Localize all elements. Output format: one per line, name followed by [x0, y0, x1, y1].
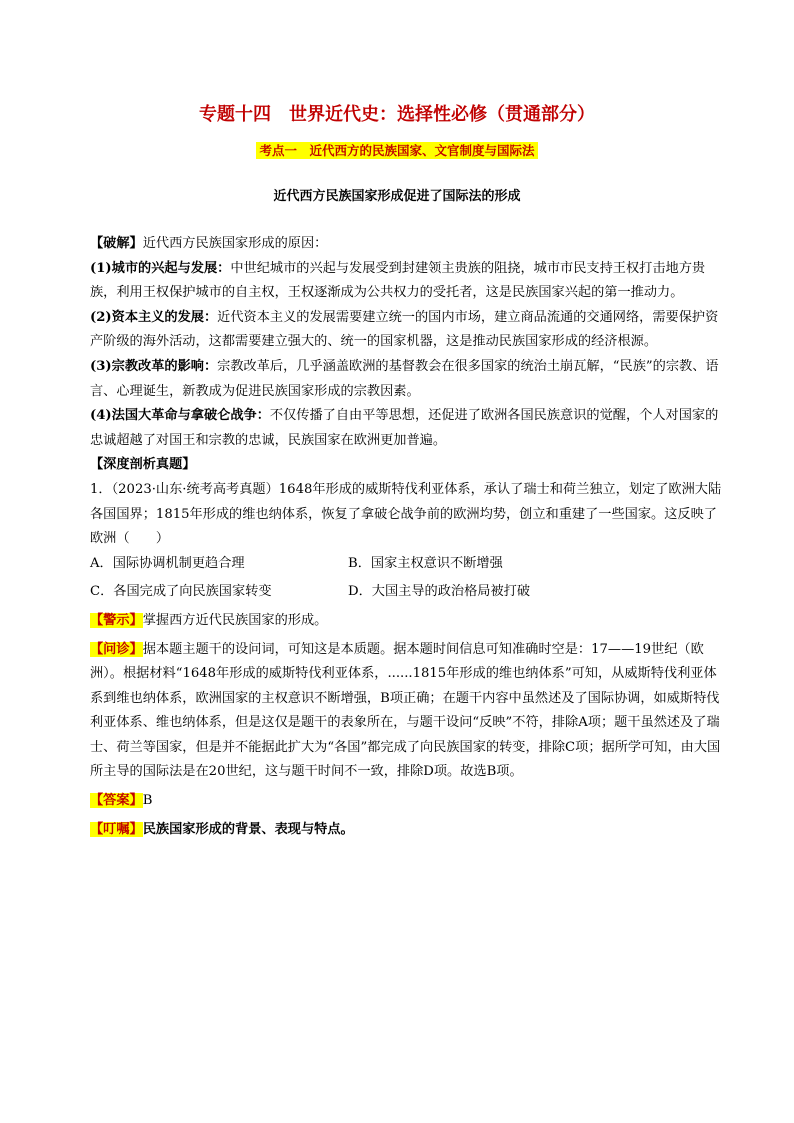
answer-text: B: [142, 793, 153, 809]
page-title: 专题十四 世界近代史：选择性必修（贯通部分）: [199, 104, 595, 125]
options-row-1: [90, 552, 722, 577]
topic-subtitle: [0, 141, 794, 161]
analysis-label: 【破解】: [90, 236, 143, 251]
exam-section-label: 【深度剖析真题】: [90, 457, 196, 473]
point-title: (4)法国大革命与拿破仑战争：: [90, 408, 270, 424]
option-c: C．各国完成了向民族国家转变: [90, 584, 272, 600]
reminder-label: 【叮嘱】: [90, 821, 143, 837]
option-b: B．国家主权意识不断增强: [348, 555, 503, 571]
analysis-intro: [90, 232, 722, 257]
analysis-point-2: [90, 306, 722, 355]
exam-question: 1．（2023·山东·统考高考真题）1648年形成的威斯特伐利亚体系，承认了瑞士和荷兰独立，划定了欧洲大陆各国国界；1815年形成的维也纳体系，恢复了拿破仑战争前的欧洲均势，创立和重建了一些国家。这反映了欧洲（ ）: [90, 481, 722, 547]
option-d: D．大国主导的政治格局被打破: [348, 584, 531, 600]
point-text: 不仅传播了自由平等思想，还促进了欧洲各国民族意识的觉醒，个人对国家的忠诚超越了对国王和宗教的忠诚，民族国家在欧洲更加普遍。: [90, 408, 719, 448]
analysis-point-4: [90, 404, 722, 453]
analysis-intro-text: 近代西方民族国家形成的原因：: [142, 236, 328, 251]
options-row-2: [90, 580, 722, 605]
diagnosis-block: [90, 638, 722, 786]
reminder-line: [90, 818, 722, 843]
reminder-text: 民族国家形成的背景、表现与特点。: [142, 821, 354, 837]
diagnosis-label: 【问诊】: [90, 641, 143, 657]
hint-line: [90, 609, 722, 634]
point-title: (3)宗教改革的影响：: [90, 358, 218, 374]
point-text: 中世纪城市的兴起与发展受到封建领主贵族的阻挠，城市市民支持王权打击地方贵族，利用王权保护城市的自主权，王权逐渐成为公共权力的受托者，这是民族国家兴起的第一推动力。: [90, 260, 706, 301]
diagnosis-text: 据本题主题干的设问词，可知这是本质题。据本题时间信息可知准确时空是：17——19世纪（欧洲）。根据材料“1648年形成的威斯特伐利亚体系，......1815年形成的维也纳体系”可知，从威斯特伐利亚体系到维也纳体系，欧洲国家的主权意识不断增强，B项正确；在题干内容中虽然述及了国际协调，如威斯特伐利亚体系、维也纳体系，但是这仅是题干的表象所在，与题干设问“反映”不符，排除A项；题干虽然述及了瑞士、荷兰等国家，但是并不能据此扩大为“各国”都完成了向民族国家的转变，排除C项；据所学可知，由大国所主导的国际法是在20世纪，这与题干时间不一致，排除D项。故选B项。: [90, 641, 721, 780]
answer-label: 【答案】: [90, 793, 143, 809]
analysis-point-3: [90, 355, 722, 404]
answer-line: [90, 789, 722, 814]
point-text: 宗教改革后，几乎涵盖欧洲的基督教会在很多国家的统治土崩瓦解，“民族”的宗教、语言、心理诞生，新教成为促进民族国家形成的宗教因素。: [90, 358, 719, 399]
content-body: [90, 232, 722, 842]
hint-label: 【警示】: [90, 612, 143, 628]
topic-subtitle-text: 考点一 近代西方的民族国家、文官制度与国际法: [256, 142, 537, 159]
option-a: A．国际协调机制更趋合理: [90, 555, 245, 571]
section-heading: 近代西方民族国家形成促进了国际法的形成: [273, 189, 521, 204]
hint-text: 掌握西方近代民族国家的形成。: [142, 612, 328, 628]
point-text: 近代资本主义的发展需要建立统一的国内市场，建立商品流通的交通网络，需要保护资产阶级的海外活动，这都需要建立强大的、统一的国家机器，这是推动民族国家形成的经济根源。: [90, 309, 719, 350]
point-title: (2)资本主义的发展：: [90, 309, 218, 325]
point-title: (1)城市的兴起与发展：: [90, 260, 231, 276]
analysis-point-1: [90, 257, 722, 306]
